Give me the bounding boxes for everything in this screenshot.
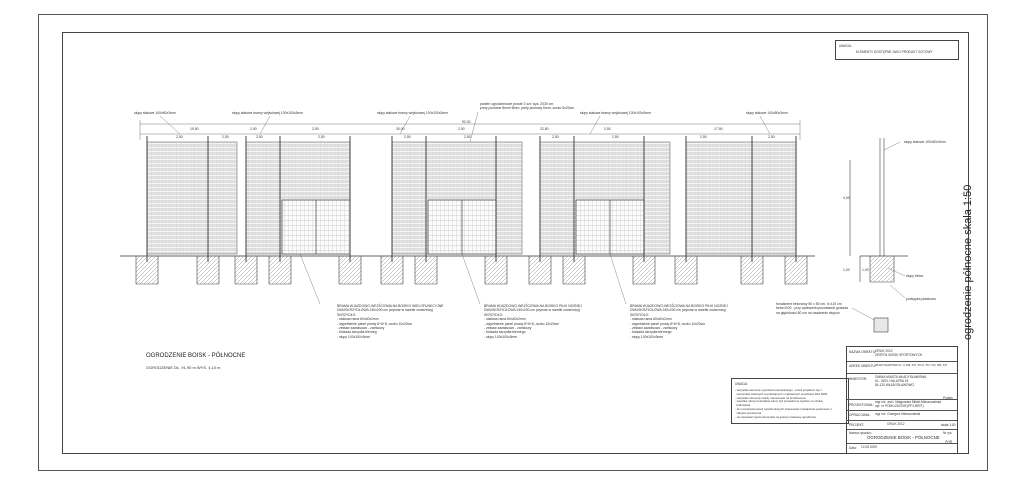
- tb-label-3: PROJEKTOWAŁ:: [849, 403, 874, 407]
- tb-label-5: PROJEKT:: [849, 423, 865, 427]
- callout-side-base: podsypka piaskowa: [906, 297, 936, 301]
- dim-top-8: 17,90: [714, 127, 723, 131]
- tb-value-6: OGRODZENIE BOISK - PÓŁNOCNE: [867, 435, 940, 440]
- dim-sub-2: 2,50: [222, 135, 229, 139]
- tb-label-7: Data:: [849, 446, 857, 450]
- dim-top-4: 30,00: [396, 127, 405, 131]
- dim-sub-4: 2,50: [318, 135, 325, 139]
- dim-sub-8: 2,50: [612, 135, 619, 139]
- notes-box: [731, 378, 849, 424]
- tb-divider: [847, 373, 957, 374]
- dim-total: 92,00: [462, 120, 471, 124]
- callout-posts-left: słupy stalowe 100x50x3mm: [134, 111, 176, 115]
- remark-title: UWAGA:: [839, 44, 852, 48]
- callout-posts-gate-3: słupy stalowe bramy wejściowej 100x100x3mm: [580, 111, 652, 115]
- tb-divider: [847, 443, 957, 444]
- tb-value-2: GMINA MIASTA WŁADYSŁAWOWA UL. GEN. HALLERA 19 84-120 WŁADYSŁAWOWO: [875, 375, 927, 387]
- callout-posts-gate-2: słupy stalowe bramy wejściowej 100x100x3mm: [377, 111, 449, 115]
- tb-nr-rys: Nr rys.: [943, 431, 953, 435]
- dim-sub-5: 2,50: [404, 135, 411, 139]
- drawing-subtitle: OGRODZENIE DŁ. 91,90 m WYS. 4,10 m: [146, 365, 221, 370]
- tb-value-5: ORLIK 2012: [887, 422, 905, 426]
- tb-divider: [847, 429, 957, 430]
- tb-scale: skala 1:50: [941, 423, 956, 427]
- tb-label-2: INWESTOR:: [849, 377, 868, 381]
- gates: [282, 200, 644, 254]
- tb-value-0: ORLIK 2012 ZESPÓŁ BOISK SPORTOWYCH: [875, 349, 923, 357]
- dim-top-3: 2,50: [312, 127, 319, 131]
- gate-note-2: BRAMA WJAZDOWO-WEJŚCIOWA NA BOISKO PIŁKI NOŻNEJ DWUSKRZYDŁOWA 240x200 cm (wymiar w świetle ościeżnicy) SKRZYDŁO: - stalowa rama 60x40x2mm - wypełnienie panel prosty 8+6+8, oczko 10x20cm - zestaw zawiasowo - zamkowy - blokada skrzydła biernego - słupy 100x100x3mm: [484, 304, 582, 339]
- callout-panels: panele ogrodzeniowe proste 2 szt. wys. 2030 cm prety poziome 8mm+8mm, prety pionowy 6mm, oczko 5x20cm: [480, 102, 575, 111]
- sheet-scale-title: ogrodzenie północne skala 1:50: [962, 184, 974, 340]
- gate-note-3: BRAMA WJAZDOWO-WEJŚCIOWA NA BOISKO PIŁKI NOŻNEJ DWUSKRZYDŁOWA 240x200 cm (wymiar w świetle ościeżnicy) SKRZYDŁO: - stalowa rama 60x40x2mm - wypełnienie panel prosty 8+6+8, oczko 10x20cm - zestaw zawiasowo - zamkowy - blokada skrzydła biernego - słupy 100x100x3mm: [630, 304, 728, 339]
- tb-value-1: WŁADYSŁAWOWO dz. nr 369, 370, 371/1, 372, 373, 380, 470: [875, 364, 947, 367]
- callout-foundation: fundament betonowy 50 x 50 cm, h=110 cm beton B20 - przy wylewaniu pozostawić gniazda na głębokości 80 cm na osadzenie słupów: [776, 302, 848, 315]
- tb-label-6: Nazwa rysunku:: [849, 431, 872, 435]
- drawing-title: OGRODZENIE BOISK - PÓŁNOCNE: [146, 353, 246, 359]
- gate-note-1: BRAMA WJAZDOWO-WEJŚCIOWA NA BOISKO WIELOFUNKCYJNE DWUSKRZYDŁOWA 240x200 cm (wymiar w świetle ościeżnicy) SKRZYDŁO: - stalowa rama 60x40x2mm - wypełnienie panel prosty 8+6+8, oczko 10x20cm - zestaw zawiasowo - zamkowy - blokada skrzydła bierneg - słupy 100x100x3mm: [337, 304, 444, 339]
- dim-sub-1: 2,50: [176, 135, 183, 139]
- dim-top-1: 19,50: [190, 127, 199, 131]
- tb-divider: [847, 361, 957, 362]
- callout-posts-gate-1: słupy stalowe bramy wejściowej 100x100x3mm: [232, 111, 304, 115]
- dim-sub-10: 2,50: [768, 135, 775, 139]
- dim-sub-6: 2,50: [464, 135, 471, 139]
- dim-sub-3: 2,50: [256, 135, 263, 139]
- tb-label-4: OPRACOWAŁ:: [849, 413, 871, 417]
- tb-label-0: NAZWA OBIEKTU:: [849, 350, 876, 354]
- dim-sub-9: 2,50: [700, 135, 707, 139]
- callout-side-concrete: słupy beton: [906, 274, 924, 278]
- tb-value-4: mgr inż. Grzegorz Mieszczański: [875, 412, 921, 416]
- side-section: [850, 138, 908, 332]
- tb-divider: [847, 420, 957, 421]
- dim-top-6: 22,50: [540, 127, 549, 131]
- title-block: [846, 346, 958, 454]
- tb-sheet-number: A-6: [945, 439, 952, 444]
- tb-podpis: Podpis: [943, 396, 953, 400]
- callout-side-post: słupy stalowe 100x50x3mm: [904, 140, 946, 144]
- dim-side-3: 1,00: [862, 268, 869, 272]
- tb-value-7: 12.05.2009: [861, 445, 877, 449]
- dim-side-1: 4,00: [843, 196, 850, 200]
- dim-side-2: 1,00: [843, 268, 850, 272]
- dim-sub-7: 2,50: [552, 135, 559, 139]
- notes-title: UWAGA:: [735, 382, 748, 386]
- notes-text: - wszystkie elementy ogrodzenia stemplowego - przed projektem się z elementów stalowych ocynkowanych i malowanych proszkowo RAL 6005 - wszystkie elementy należy zamocować na fundamencie - wszelkie roboty budowlane winny być prowadzone zgodnie ze sztuką budowlaną - do mocowania paneli ogrodzeniowych zastosować rozwiązania systemowe z zakresu producenta - nie stosować cięcia elementów na gotowy towarowy ogrodzenia: [735, 388, 832, 419]
- tb-divider: [847, 410, 957, 411]
- callout-posts-right: słupy stalowe 100x50x3mm: [746, 111, 788, 115]
- dim-top-7: 2,50: [604, 127, 611, 131]
- remark-text: ELEMENTY DOSTĘPNE JAKO PRODUKT GOTOWY: [856, 50, 933, 54]
- tb-label-1: ADRES OBIEKTU:: [849, 364, 876, 368]
- dim-top-2: 2,50: [250, 127, 257, 131]
- dim-top-5: 2,50: [458, 127, 465, 131]
- tb-value-3: mgr inż. arch. Małgorzata Mikiel-Mieszczańska upr. nr POM/123/2009 (PPJ-BRIT): [875, 400, 942, 408]
- foundations: [136, 256, 807, 284]
